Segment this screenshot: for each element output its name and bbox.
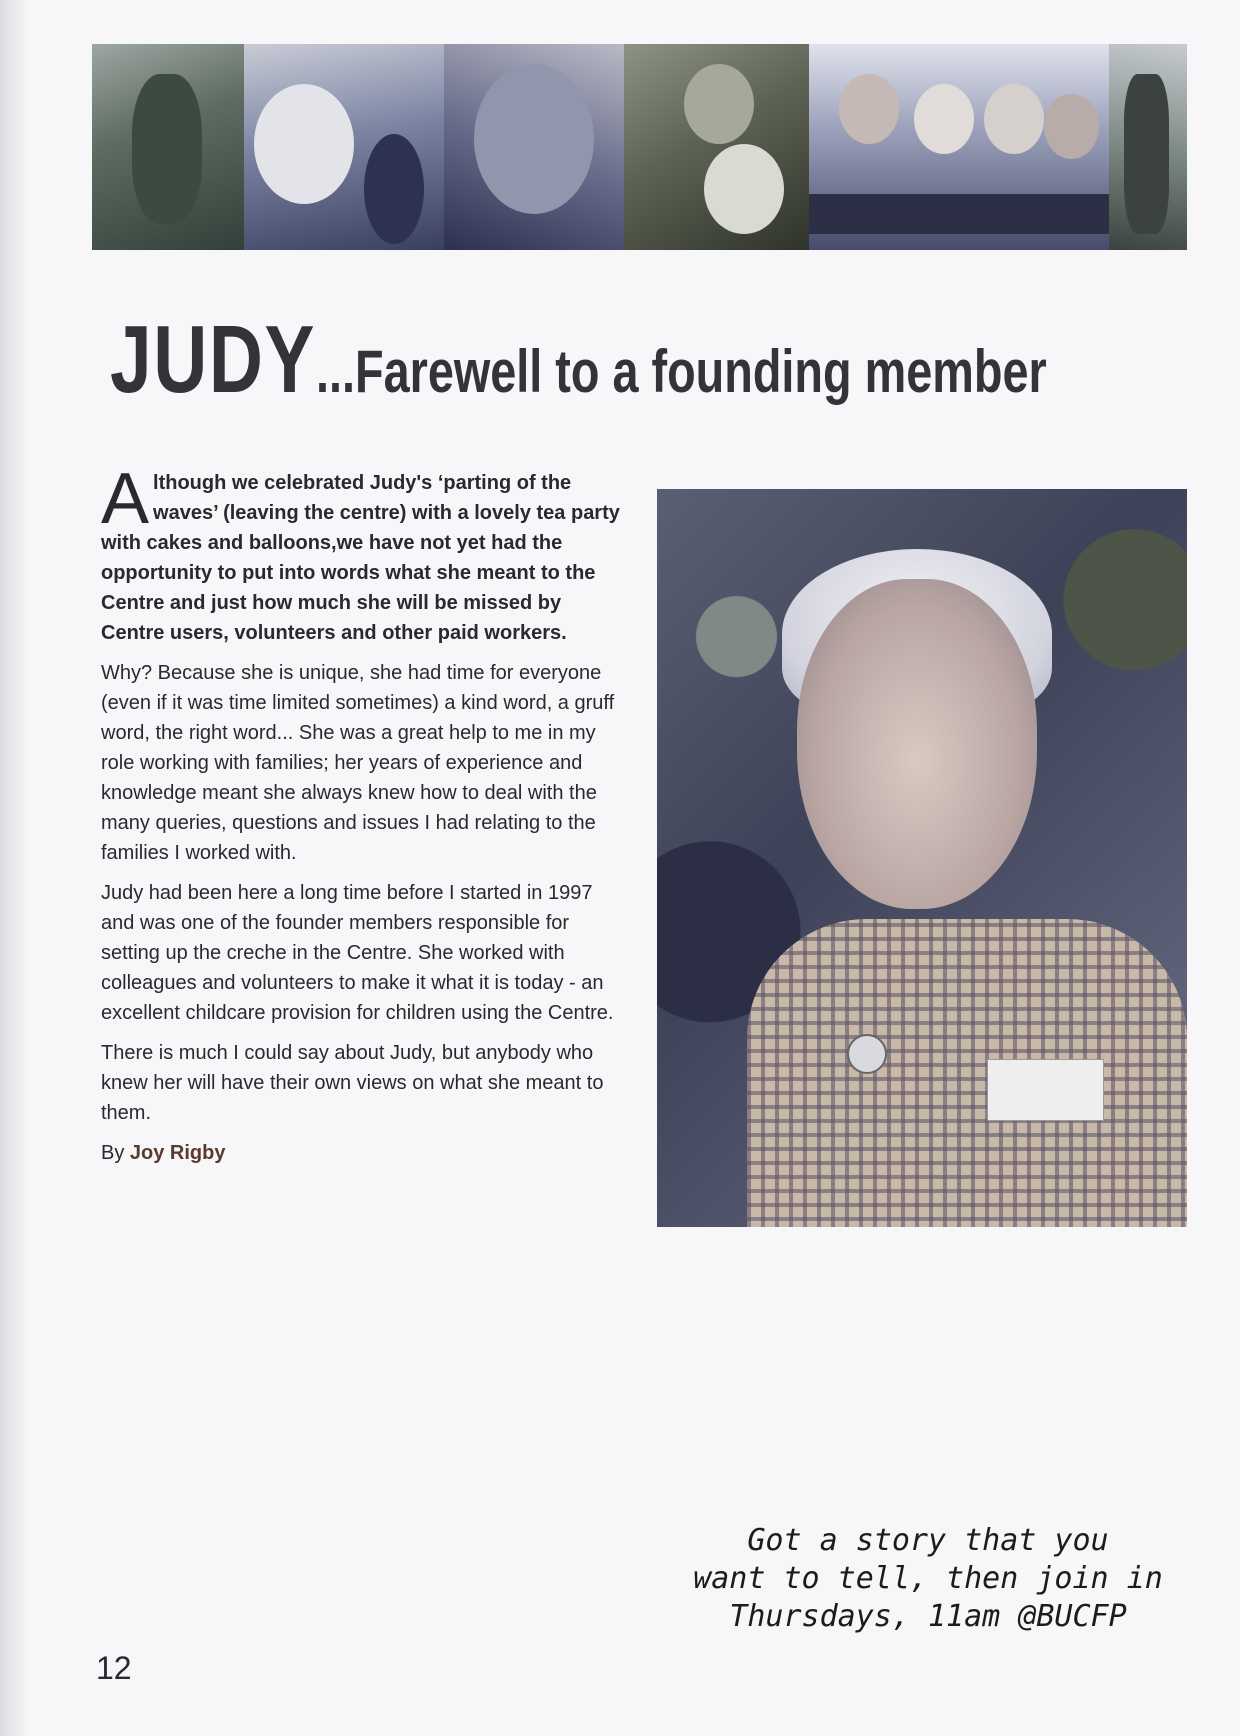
note-line: Thursdays, 11am @BUCFP: [729, 1599, 1127, 1634]
portrait-face: [797, 579, 1037, 909]
lapel-pin-icon: [847, 1034, 887, 1074]
portrait-checked-shirt: [747, 919, 1187, 1227]
byline-prefix: By: [101, 1142, 125, 1164]
lead-text: lthough we celebrated Judy's ‘parting of the waves’ (leaving the centre) with a lovely tea party with cakes and balloons,we have not yet had the opportunity to put into words what she meant to the Centre and just how much she will be missed by Centre users, volunteers and other paid workers.: [101, 472, 620, 644]
banner-photo-woman-with-child: [244, 44, 444, 250]
article-body: [101, 459, 621, 1178]
name-badge: [987, 1059, 1104, 1121]
drop-cap: A: [101, 459, 150, 539]
handwritten-note: [668, 1522, 1188, 1636]
banner-photo-sculpture: [92, 44, 244, 250]
note-line: Got a story that you: [747, 1523, 1109, 1558]
title-subtitle: Farewell to a founding member: [354, 338, 1047, 405]
banner-photo-group-of-women: [809, 44, 1109, 250]
title-name: JUDY: [110, 306, 316, 413]
banner-photo-gardening: [624, 44, 809, 250]
title-ellipsis: ...: [315, 338, 355, 405]
byline-author: Joy Rigby: [129, 1142, 226, 1164]
page-title: [110, 305, 1047, 415]
article-paragraph: Why? Because she is unique, she had time for everyone (even if it was time limited sometimes) a kind word, a gruff word, the right word... She was a great help to me in my role working with families; her years of experience and knowledge meant she always knew how to deal with the many queries, questions and issues I had relating to the families I worked with.: [101, 662, 615, 864]
photo-banner: [92, 44, 1187, 250]
page-edge-shadow: [0, 0, 30, 1736]
banner-photo-man-outdoors: [1109, 44, 1187, 250]
banner-photo-man-profile: [444, 44, 624, 250]
portrait-photo: [657, 489, 1187, 1227]
article-paragraph: There is much I could say about Judy, but anybody who knew her will have their own views on what she meant to them.: [101, 1042, 604, 1124]
lead-paragraph: [101, 459, 621, 648]
note-line: want to tell, then join in: [693, 1561, 1163, 1596]
byline: [101, 1138, 621, 1168]
article-paragraph: Judy had been here a long time before I started in 1997 and was one of the founder members responsible for setting up the creche in the Centre. She worked with colleagues and volunteers to make it what it is today - an excellent childcare provision for children using the Centre.: [101, 882, 614, 1024]
page-number: 12: [96, 1650, 132, 1686]
